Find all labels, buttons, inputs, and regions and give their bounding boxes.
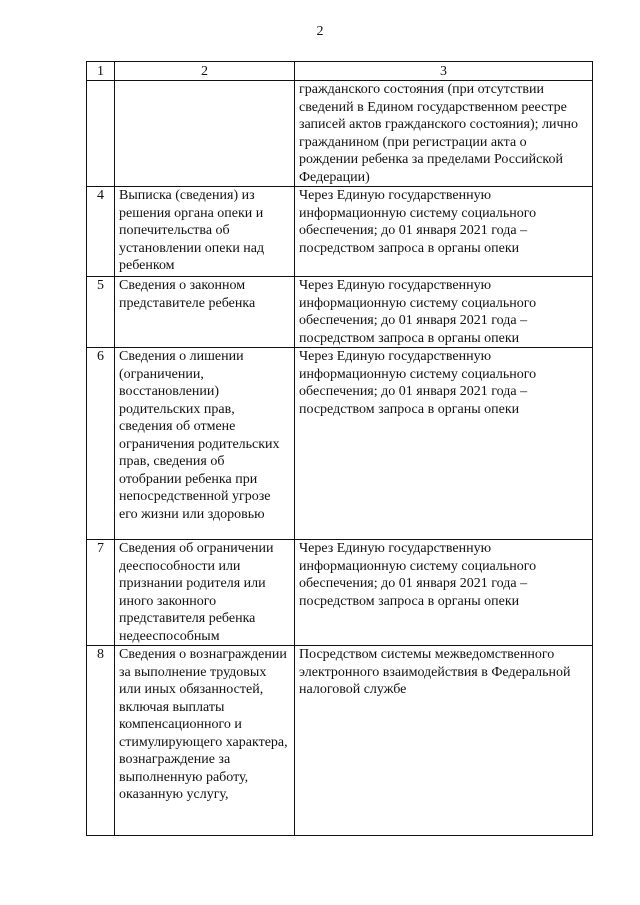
row-number: 8 (87, 646, 115, 836)
method-cell: Через Единую государственную информационную систему социального обеспечения; до 01 января 2021 года – посредством запроса в органы опеки (295, 348, 593, 540)
table-row (87, 646, 593, 836)
table-row (87, 540, 593, 646)
document-name-cell: Сведения о вознаграждении за выполнение трудовых или иных обязанностей, включая выплаты компенсационного и стимулирующего характера, вознаграждение за выполненную работу, оказанную услугу, (115, 646, 295, 836)
table-row (87, 81, 593, 187)
method-cell: Через Единую государственную информационную систему социального обеспечения; до 01 января 2021 года – посредством запроса в органы опеки (295, 277, 593, 348)
table-row (87, 277, 593, 348)
page-number: 2 (316, 24, 324, 39)
table-row (87, 348, 593, 540)
header-cell-1: 1 (87, 62, 115, 81)
row-number: 5 (87, 277, 115, 348)
header-cell-2: 2 (115, 62, 295, 81)
method-cell: Посредством системы межведомственного электронного взаимодействия в Федеральной налоговой службе (295, 646, 593, 836)
document-name-cell: Сведения о лишении (ограничении, восстановлении) родительских прав, сведения об отмене ограничения родительских прав, сведения об отобрании ребенка при непосредственной угрозе его жизни или здоровью (115, 348, 295, 540)
method-cell: Через Единую государственную информационную систему социального обеспечения; до 01 января 2021 года – посредством запроса в органы опеки (295, 187, 593, 277)
row-number (87, 81, 115, 187)
table-row (87, 187, 593, 277)
document-name-cell (115, 81, 295, 187)
header-cell-3: 3 (295, 62, 593, 81)
document-name-cell: Выписка (сведения) из решения органа опеки и попечительства об установлении опеки над ребенком (115, 187, 295, 277)
row-number: 4 (87, 187, 115, 277)
document-name-cell: Сведения об ограничении дееспособности или признании родителя или иного законного представителя ребенка недееспособным (115, 540, 295, 646)
table-header-row (87, 62, 593, 81)
row-number: 7 (87, 540, 115, 646)
row-number: 6 (87, 348, 115, 540)
method-cell: гражданского состояния (при отсутствии сведений в Едином государственном реестре записей актов гражданского состояния); лично гражданином (при регистрации акта о рождении ребенка за пределами Российской Федерации) (295, 81, 593, 187)
method-cell: Через Единую государственную информационную систему социального обеспечения; до 01 января 2021 года – посредством запроса в органы опеки (295, 540, 593, 646)
document-name-cell: Сведения о законном представителе ребенка (115, 277, 295, 348)
documents-table (86, 61, 593, 836)
